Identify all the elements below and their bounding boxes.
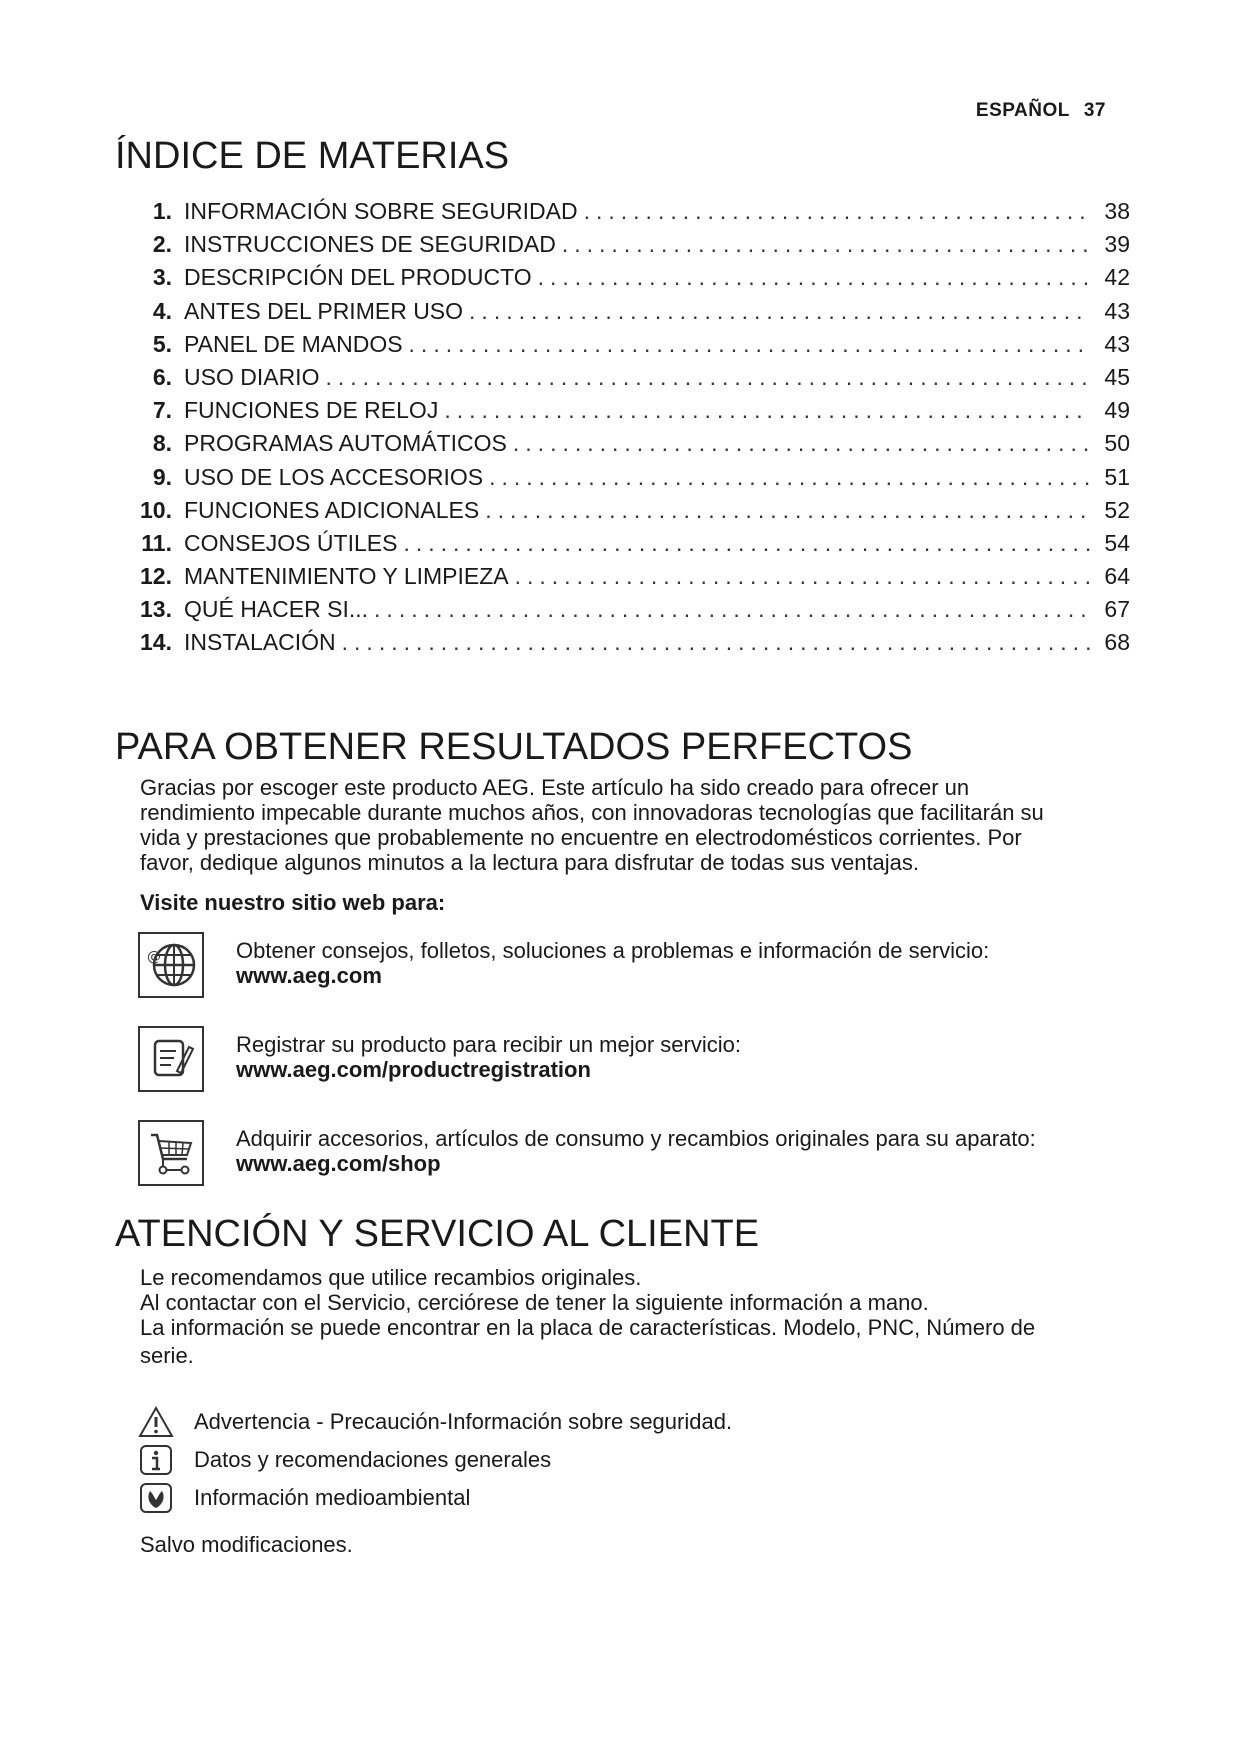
toc-item-number: 7.: [152, 397, 172, 424]
toc-item-title: USO DIARIO: [184, 363, 320, 390]
table-of-contents: [130, 198, 1130, 663]
toc-item-title: DESCRIPCIÓN DEL PRODUCTO: [184, 264, 532, 291]
toc-leader-dots: [403, 530, 1090, 557]
toc-item-title: FUNCIONES ADICIONALES: [184, 496, 480, 523]
toc-leader-dots: [485, 497, 1090, 524]
toc-item-page: 68: [1104, 629, 1130, 656]
toc-item-page: 67: [1104, 596, 1130, 623]
toc-item-page: 43: [1104, 297, 1130, 324]
toc-item-number: 2.: [152, 231, 172, 258]
toc-leader-dots: [538, 264, 1090, 291]
toc-item-page: 39: [1104, 231, 1130, 258]
toc-item[interactable]: [130, 198, 1130, 231]
toc-item-title: ANTES DEL PRIMER USO: [184, 297, 464, 324]
results-intro: [140, 775, 1044, 875]
toc-leader-dots: [444, 397, 1090, 424]
toc-item-number: 4.: [152, 297, 172, 324]
web-link-text: [236, 938, 989, 998]
toc-item-page: 52: [1104, 496, 1130, 523]
service-line: Al contactar con el Servicio, cerciórese de tener la siguiente información a mano.: [140, 1290, 929, 1315]
toc-leader-dots: [409, 331, 1090, 358]
service-text: [140, 1265, 1035, 1368]
symbol-legend-text: Información medioambiental: [194, 1485, 471, 1510]
toc-item-page: 45: [1104, 363, 1130, 390]
toc-leader-dots: [584, 198, 1090, 225]
toc-item[interactable]: [130, 231, 1130, 264]
toc-item[interactable]: [130, 331, 1130, 364]
page-header: [976, 100, 1106, 122]
toc-item-title: MANTENIMIENTO Y LIMPIEZA: [184, 563, 509, 590]
service-section-title: ATENCIÓN Y SERVICIO AL CLIENTE: [115, 1213, 760, 1255]
web-link-row: [138, 1026, 1138, 1092]
intro-line: rendimiento impecable durante muchos años, con innovadoras tecnologías que facilitarán su: [140, 800, 1044, 825]
toc-leader-dots: [513, 430, 1090, 457]
toc-leader-dots: [342, 629, 1090, 656]
toc-item-number: 8.: [152, 430, 172, 457]
intro-line: Gracias por escoger este producto AEG. Este artículo ha sido creado para ofrecer un: [140, 775, 970, 800]
page-number: 37: [1083, 100, 1106, 121]
toc-item-title: QUÉ HACER SI...: [184, 596, 369, 623]
toc-item-number: 9.: [152, 463, 172, 490]
service-line: La información se puede encontrar en la placa de características. Modelo, PNC, Número de: [140, 1315, 1036, 1340]
toc-leader-dots: [515, 563, 1090, 590]
toc-item-number: 10.: [140, 496, 172, 523]
toc-item-number: 12.: [140, 563, 172, 590]
info-icon: [138, 1444, 174, 1476]
toc-title: ÍNDICE DE MATERIAS: [115, 135, 510, 177]
shopping-cart-icon: [138, 1120, 204, 1186]
toc-item-page: 54: [1104, 529, 1130, 556]
toc-item-number: 5.: [152, 330, 172, 357]
intro-line: favor, dedique algunos minutos a la lectura para disfrutar de todas sus ventajas.: [140, 850, 920, 875]
toc-item[interactable]: [130, 596, 1130, 629]
symbol-legend-item: [138, 1482, 470, 1514]
symbol-legend-item: [138, 1406, 732, 1438]
toc-item-page: 64: [1104, 563, 1130, 590]
symbol-legend-text: Datos y recomendaciones generales: [194, 1447, 552, 1472]
footer-note: Salvo modificaciones.: [140, 1532, 353, 1557]
toc-item-title: PANEL DE MANDOS: [184, 330, 403, 357]
toc-leader-dots: [325, 364, 1090, 391]
results-section-title: PARA OBTENER RESULTADOS PERFECTOS: [115, 726, 913, 768]
toc-item-page: 50: [1104, 430, 1130, 457]
web-link-description: Registrar su producto para recibir un mejor servicio:: [236, 1032, 741, 1057]
toc-item[interactable]: [130, 264, 1130, 297]
web-link-description: Obtener consejos, folletos, soluciones a problemas e información de servicio:: [236, 938, 990, 963]
toc-leader-dots: [469, 298, 1090, 325]
environment-icon: [138, 1482, 174, 1514]
toc-item-page: 51: [1104, 463, 1130, 490]
toc-item[interactable]: [130, 563, 1130, 596]
language-label: ESPAÑOL: [975, 100, 1070, 121]
toc-item-title: USO DE LOS ACCESORIOS: [184, 463, 484, 490]
toc-item-title: INSTALACIÓN: [184, 629, 336, 656]
web-link-url[interactable]: www.aeg.com/productregistration: [236, 1057, 591, 1082]
web-link-row: [138, 932, 1138, 998]
toc-item-number: 1.: [152, 198, 172, 224]
toc-item-title: CONSEJOS ÚTILES: [184, 529, 398, 556]
toc-item-title: INFORMACIÓN SOBRE SEGURIDAD: [184, 198, 578, 224]
toc-item-title: INSTRUCCIONES DE SEGURIDAD: [184, 231, 556, 258]
web-link-url[interactable]: www.aeg.com: [236, 963, 382, 988]
toc-leader-dots: [489, 464, 1090, 491]
toc-item[interactable]: [130, 298, 1130, 331]
web-link-description: Adquirir accesorios, artículos de consumo y recambios originales para su aparato:: [236, 1126, 1036, 1151]
toc-item-page: 38: [1104, 198, 1130, 224]
symbol-legend-text: Advertencia - Precaución-Información sobre seguridad.: [194, 1409, 733, 1434]
service-line: serie.: [140, 1343, 194, 1368]
web-link-row: [138, 1120, 1138, 1186]
web-link-text: [236, 1032, 741, 1092]
registration-icon: [138, 1026, 204, 1092]
toc-item[interactable]: [130, 629, 1130, 662]
toc-item-title: PROGRAMAS AUTOMÁTICOS: [184, 430, 507, 457]
toc-item-number: 14.: [140, 629, 172, 656]
toc-item[interactable]: [130, 497, 1130, 530]
toc-item[interactable]: [130, 364, 1130, 397]
toc-item-number: 13.: [140, 596, 172, 623]
toc-item-page: 43: [1104, 330, 1130, 357]
service-line: Le recomendamos que utilice recambios originales.: [140, 1265, 642, 1290]
toc-item[interactable]: [130, 430, 1130, 463]
toc-item-title: FUNCIONES DE RELOJ: [184, 397, 439, 424]
intro-line: vida y prestaciones que probablemente no encuentre en electrodomésticos corrientes. Por: [140, 825, 1022, 850]
warning-icon: [138, 1406, 174, 1438]
toc-item-number: 11.: [141, 529, 172, 556]
toc-item[interactable]: [130, 464, 1130, 497]
toc-leader-dots: [374, 596, 1090, 623]
toc-item-number: 6.: [152, 363, 172, 390]
toc-item[interactable]: [130, 530, 1130, 563]
web-link-url[interactable]: www.aeg.com/shop: [236, 1151, 441, 1176]
toc-leader-dots: [562, 231, 1090, 258]
web-link-text: [236, 1126, 1036, 1186]
globe-icon: [138, 932, 204, 998]
symbol-legend-item: [138, 1444, 551, 1476]
svg-text:@: @: [147, 949, 161, 965]
toc-item-page: 42: [1104, 264, 1130, 291]
visit-label: Visite nuestro sitio web para:: [140, 890, 446, 915]
toc-item[interactable]: [130, 397, 1130, 430]
toc-item-page: 49: [1104, 397, 1130, 424]
toc-item-number: 3.: [152, 264, 172, 291]
